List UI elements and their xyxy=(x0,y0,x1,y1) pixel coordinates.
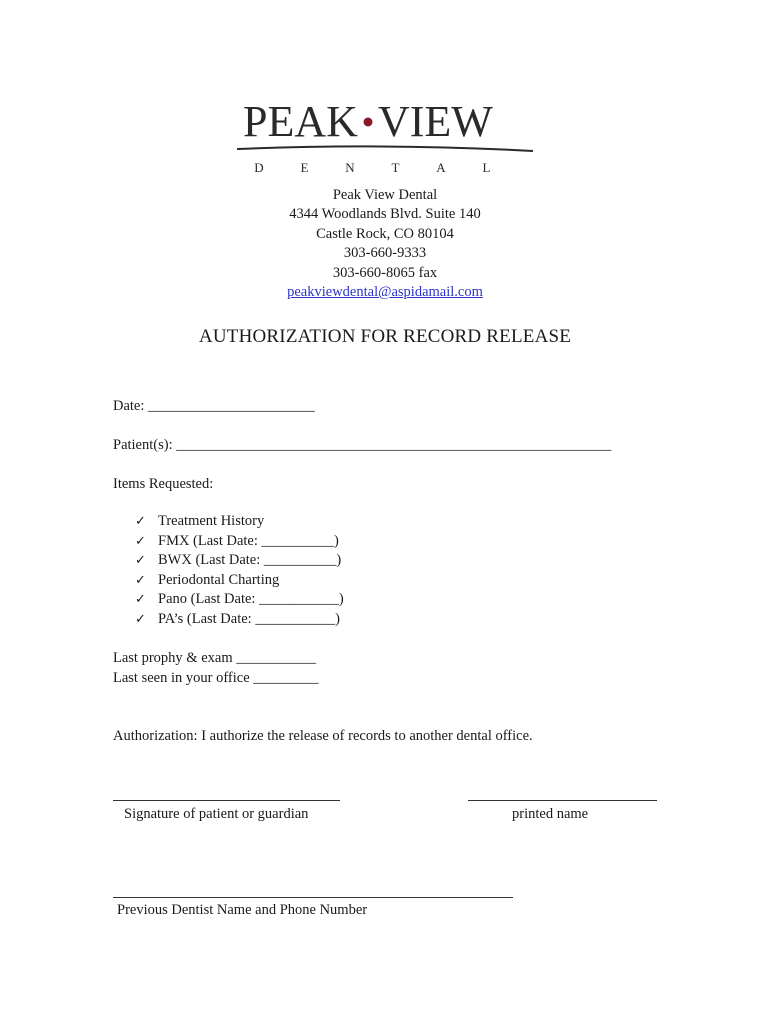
logo-name-right: VIEW xyxy=(378,97,493,146)
items-requested-label: Items Requested: xyxy=(113,476,214,492)
practice-address-block xyxy=(0,186,770,302)
list-item: ✓ Pano (Last Date: ___________) xyxy=(135,590,344,610)
authorization-statement: Authorization: I authorize the release of records to another dental office. xyxy=(113,728,533,744)
patient-signature-line[interactable] xyxy=(113,800,340,801)
patients-field[interactable]: Patient(s): ____________________________________________________________ xyxy=(113,437,612,453)
checkmark-icon: ✓ xyxy=(135,533,146,549)
logo-subtitle xyxy=(254,160,490,175)
logo-subtitle-letter: T xyxy=(391,160,400,175)
date-field[interactable]: Date: _______________________ xyxy=(113,398,315,414)
logo-dot-icon xyxy=(364,118,373,127)
checkmark-icon: ✓ xyxy=(135,611,146,627)
practice-phone: 303-660-9333 xyxy=(343,245,427,262)
practice-street: 4344 Woodlands Blvd. Suite 140 xyxy=(289,206,481,223)
printed-name-line[interactable] xyxy=(468,800,657,801)
list-item: ✓ PA’s (Last Date: ___________) xyxy=(135,610,344,630)
practice-email-link[interactable]: peakviewdental@aspidamail.com xyxy=(287,284,483,301)
list-item: ✓ Periodontal Charting xyxy=(135,571,344,591)
last-seen-field[interactable]: Last seen in your office _________ xyxy=(113,670,319,686)
list-item: ✓ BWX (Last Date: __________) xyxy=(135,551,344,571)
logo-swoosh xyxy=(237,146,533,151)
last-prophy-field[interactable]: Last prophy & exam ___________ xyxy=(113,650,316,666)
practice-city: Castle Rock, CO 80104 xyxy=(316,225,454,242)
list-item: ✓ Treatment History xyxy=(135,512,344,532)
checkmark-icon: ✓ xyxy=(135,553,146,568)
logo-subtitle-letter: L xyxy=(482,160,491,175)
logo-subtitle-letter: N xyxy=(345,160,355,175)
logo-name-left: PEAK xyxy=(243,97,358,146)
peak-view-dental-logo xyxy=(0,92,770,182)
checkmark-icon: ✓ xyxy=(135,514,146,529)
practice-name: Peak View Dental xyxy=(332,187,438,203)
page-title: AUTHORIZATION FOR RECORD RELEASE xyxy=(198,326,572,347)
list-item: ✓ FMX (Last Date: __________) xyxy=(135,532,344,552)
items-requested-list xyxy=(135,512,344,629)
logo-subtitle-letter: A xyxy=(436,160,446,175)
patient-signature-caption: Signature of patient or guardian xyxy=(124,806,309,822)
logo-subtitle-letter: E xyxy=(300,160,309,175)
printed-name-caption: printed name xyxy=(512,806,589,822)
checkmark-icon: ✓ xyxy=(135,592,146,607)
logo-subtitle-letter: D xyxy=(254,160,264,175)
previous-dentist-caption: Previous Dentist Name and Phone Number xyxy=(117,902,368,918)
previous-dentist-line[interactable] xyxy=(113,897,513,898)
checkmark-icon: ✓ xyxy=(135,572,146,588)
practice-fax: 303-660-8065 fax xyxy=(332,264,438,281)
